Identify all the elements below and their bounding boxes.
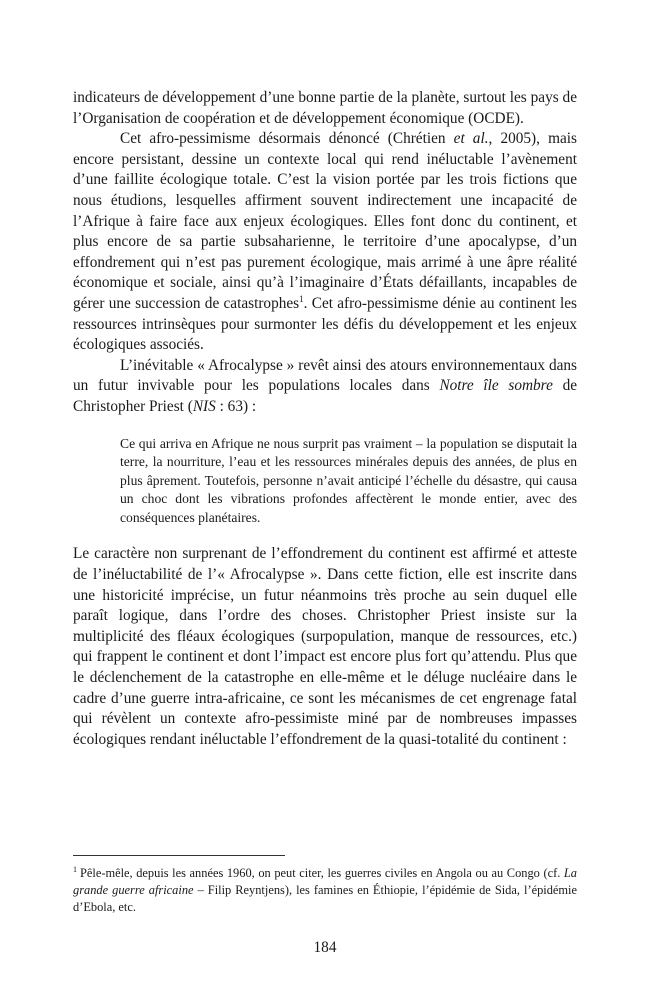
paragraph-4-text: Le caractère non surprenant de l’effondrement du continent est affirmé et atteste de l’inéluctabilité de l’« Afrocalypse ». Dans cette fiction, elle est inscrite dans une historicité imprécise, un futur néanmoins très proche au sein duquel elle paraît logique, dans l’ordre des choses. Christopher Priest insiste sur la multiplicité des fléaux écologiques (surpopulation, manque de ressources, etc.) qui frappent le continent et dont l’impact est encore plus fort qu’attendu. Plus que le déclenchement de la catastrophe en elle-même et le déluge nucléaire dans le cadre d’une guerre intra-africaine, ce sont les mécanismes de cet engrenage fatal qui révèlent un contexte afro-pessimiste miné par de nombreuses impasses écologiques rendant inéluctable l’effondrement de la quasi-totalité du continent : [73, 545, 577, 748]
et-al-italic: et al. [453, 130, 489, 148]
block-quote [120, 435, 577, 528]
footnote-title-italic: La grande guerre africaine [73, 866, 577, 898]
paragraph-3-text-b: de Christopher Priest ( [73, 377, 578, 415]
footnote-text-b: – Filip Reyntjens), les famines en Éthiopie, l’épidémie de Sida, l’épidémie d’Ebola, etc. [73, 883, 577, 915]
paragraph-3-text-c: : 63) : [215, 397, 257, 415]
paragraph-1 [73, 88, 577, 129]
footnote-text-a: Pêle-mêle, depuis les années 1960, on peut citer, les guerres civiles en Angola ou au Congo (cf. [80, 866, 564, 880]
footnote-1 [73, 865, 577, 917]
paragraph-1-text: indicateurs de développement d’une bonne partie de la planète, surtout les pays de l’Organisation de coopération et de développement économique (OCDE). [73, 89, 577, 127]
paragraph-2-text-b: , 2005), mais encore persistant, dessine un contexte local qui rend inéluctable l’avènement d’une faillite écologique totale. C’est la vision portée par les trois fictions que nous étudions, lesquelles affirment souvent indirectement une incapacité de l’Afrique à faire face aux enjeux écologiques. Elles font donc du continent, et plus encore de sa partie subsaharienne, le territoire d’une apocalypse, d’un effondrement qui n’est pas purement écologique, mais arrimé à une âpre réalité économique et sociale, ainsi qu’à l’imaginaire d’États défaillants, incapables de gérer une succession de catastrophes [73, 130, 577, 312]
paragraph-4 [73, 544, 577, 750]
paragraph-2-text-a: Cet afro-pessimisme désormais dénoncé (Chrétien [120, 130, 454, 148]
paragraph-3-text-a: L’inévitable « Afrocalypse » revêt ainsi des atours environnementaux dans un futur invivable pour les populations locales dans [73, 356, 577, 395]
page-body [73, 88, 577, 750]
footnote-reference[interactable]: 1 [299, 293, 304, 304]
page-number: 184 [313, 939, 337, 956]
paragraph-3 [73, 356, 577, 418]
footnote-mark: 1 [73, 864, 77, 874]
footnote-divider [73, 855, 285, 856]
block-quote-text: Ce qui arriva en Afrique ne nous surprit pas vraiment – la population se disputait la terre, la nourriture, l’eau et les ressources minérales depuis des années, de plus en plus âprement. Toutefois, personne n’avait anticipé l’échelle du désastre, qui causa un choc dont les vibrations profondes affectèrent le monde entier, avec des conséquences planétaires. [120, 435, 577, 525]
footnotes-section [73, 855, 577, 917]
book-title-italic: Notre île sombre [439, 377, 553, 395]
paragraph-2 [73, 129, 577, 356]
abbreviation-italic: NIS [192, 397, 216, 415]
paragraph-2-text-c: . Cet afro-pessimisme dénie au continent les ressources intrinsèques pour surmonter les défis du développement et les enjeux écologiques associés. [73, 294, 578, 354]
